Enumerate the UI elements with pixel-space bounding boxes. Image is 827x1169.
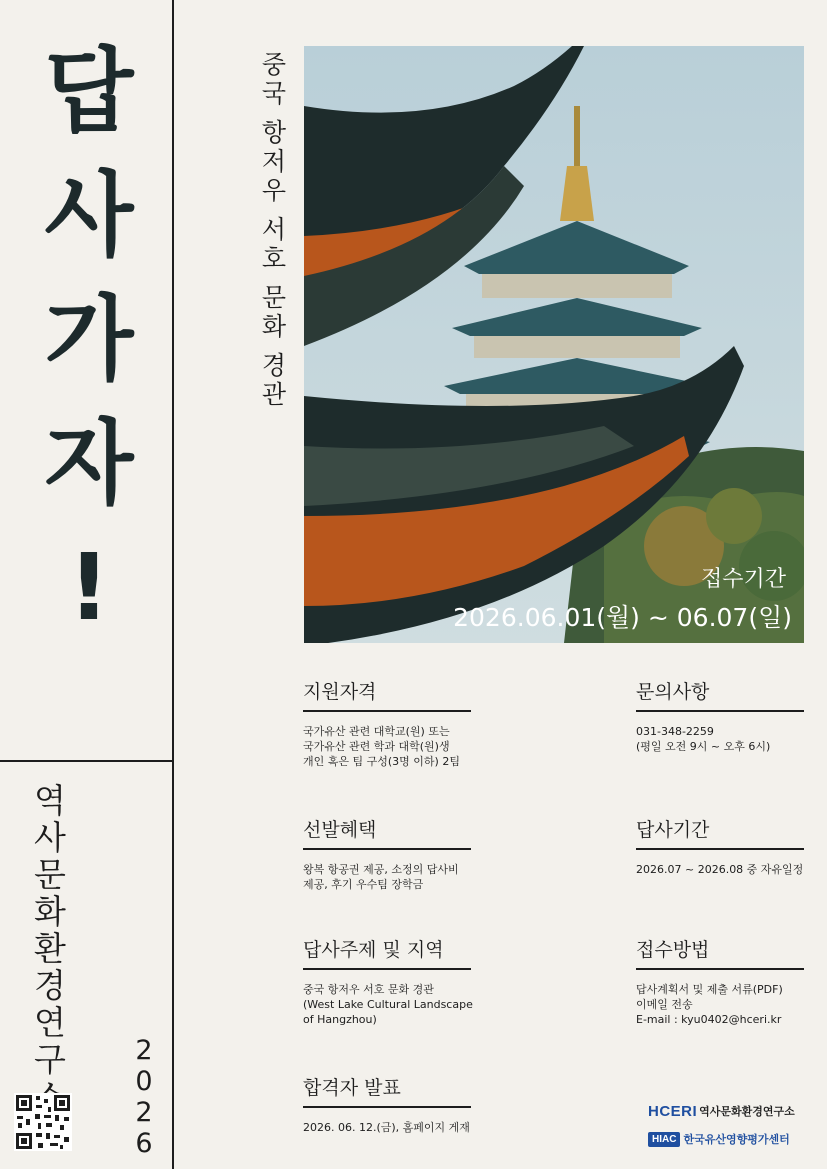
subtitle-char: 문	[261, 283, 287, 312]
method-section	[636, 935, 804, 1027]
inquiry-title: 문의사항	[636, 677, 804, 712]
title-char: 사	[44, 162, 134, 269]
org-char: 사	[34, 818, 66, 857]
inquiry-hours: (평일 오전 9시 ~ 오후 6시)	[636, 740, 771, 753]
org-char: 역	[34, 781, 66, 820]
topic-line: of Hangzhou)	[303, 1013, 377, 1026]
subtitle-char: 서	[261, 215, 287, 244]
subtitle-char: 항	[261, 118, 287, 147]
inquiry-section	[636, 677, 804, 754]
subtitle-char	[258, 205, 290, 215]
registration-dates: 2026.06.01(월) ~ 06.07(일)	[453, 603, 792, 632]
hceri-logo	[648, 1100, 813, 1122]
org-char: 환	[34, 929, 66, 968]
method-line: 답사계획서 및 제출 서류(PDF)	[636, 983, 783, 996]
benefits-title: 선발혜택	[303, 815, 471, 850]
org-char: 구	[34, 1040, 66, 1079]
subtitle-vertical	[258, 50, 290, 409]
hceri-mark: HCERI	[648, 1102, 698, 1120]
announcement-title: 합격자 발표	[303, 1073, 471, 1108]
period-line: 2026.07 ~ 2026.08 중 자유일정	[636, 863, 804, 876]
subtitle-char: 저	[261, 147, 287, 176]
subtitle-char	[258, 108, 290, 118]
announcement-section	[303, 1073, 471, 1135]
eligibility-line: 개인 혹은 팀 구성(3명 이하) 2팀	[303, 755, 460, 768]
org-char: 연	[34, 1003, 66, 1042]
left-horizontal-divider	[0, 760, 173, 762]
title-char: 가	[44, 286, 134, 393]
subtitle-char	[258, 273, 290, 283]
pagoda-photo	[304, 46, 804, 643]
subtitle-char: 우	[261, 176, 287, 205]
year-char: 2	[135, 1097, 153, 1128]
benefits-line: 왕복 항공권 제공, 소정의 답사비	[303, 863, 459, 876]
eligibility-section	[303, 677, 471, 769]
org-char: 문	[34, 855, 66, 894]
method-title: 접수방법	[636, 935, 804, 970]
hiac-name: 한국유산영향평가센터	[683, 1133, 790, 1146]
hiac-logo	[648, 1128, 813, 1150]
eligibility-title: 지원자격	[303, 677, 471, 712]
registration-label: 접수기간	[700, 567, 786, 592]
subtitle-char: 경	[261, 351, 287, 380]
method-line: 이메일 전송	[636, 998, 693, 1011]
hceri-name: 역사문화환경연구소	[699, 1105, 795, 1118]
subtitle-char: 국	[261, 79, 287, 108]
subtitle-char: 화	[261, 312, 287, 341]
year-char: 6	[135, 1128, 153, 1159]
method-email[interactable]: E-mail : kyu0402@hceri.kr	[636, 1013, 782, 1026]
topic-line: (West Lake Cultural Landscape	[303, 998, 473, 1011]
title-char: 자	[44, 410, 134, 517]
eligibility-line: 국가유산 관련 대학교(원) 또는	[303, 725, 450, 738]
year-char: 0	[135, 1066, 153, 1097]
logos	[648, 1100, 813, 1150]
topic-line: 중국 항저우 서호 문화 경관	[303, 983, 434, 996]
period-section	[636, 815, 804, 877]
topic-section	[303, 935, 471, 1027]
title-char: 답	[44, 38, 134, 145]
organization-name-vertical	[30, 782, 70, 1115]
subtitle-char: 관	[261, 380, 287, 409]
subtitle-char	[258, 341, 290, 351]
eligibility-line: 국가유산 관련 학과 대학(원)생	[303, 740, 450, 753]
benefits-line: 제공, 후기 우수팀 장학금	[303, 878, 424, 891]
subtitle-char: 중	[261, 50, 287, 79]
subtitle-char: 호	[261, 244, 287, 273]
year-char: 2	[135, 1035, 153, 1066]
qr-code[interactable]	[14, 1093, 72, 1151]
org-char: 화	[34, 892, 66, 931]
benefits-section	[303, 815, 471, 892]
vertical-divider	[172, 0, 174, 1169]
org-char: 경	[34, 966, 66, 1005]
hiac-mark: HIAC	[648, 1132, 680, 1147]
inquiry-phone[interactable]: 031-348-2259	[636, 725, 714, 738]
period-title: 답사기간	[636, 815, 804, 850]
topic-title: 답사주제 및 지역	[303, 935, 471, 970]
title-char: !	[68, 534, 110, 641]
poster-title	[34, 30, 144, 650]
year-vertical	[130, 1035, 158, 1159]
announcement-line: 2026. 06. 12.(금), 홈페이지 게재	[303, 1121, 470, 1134]
